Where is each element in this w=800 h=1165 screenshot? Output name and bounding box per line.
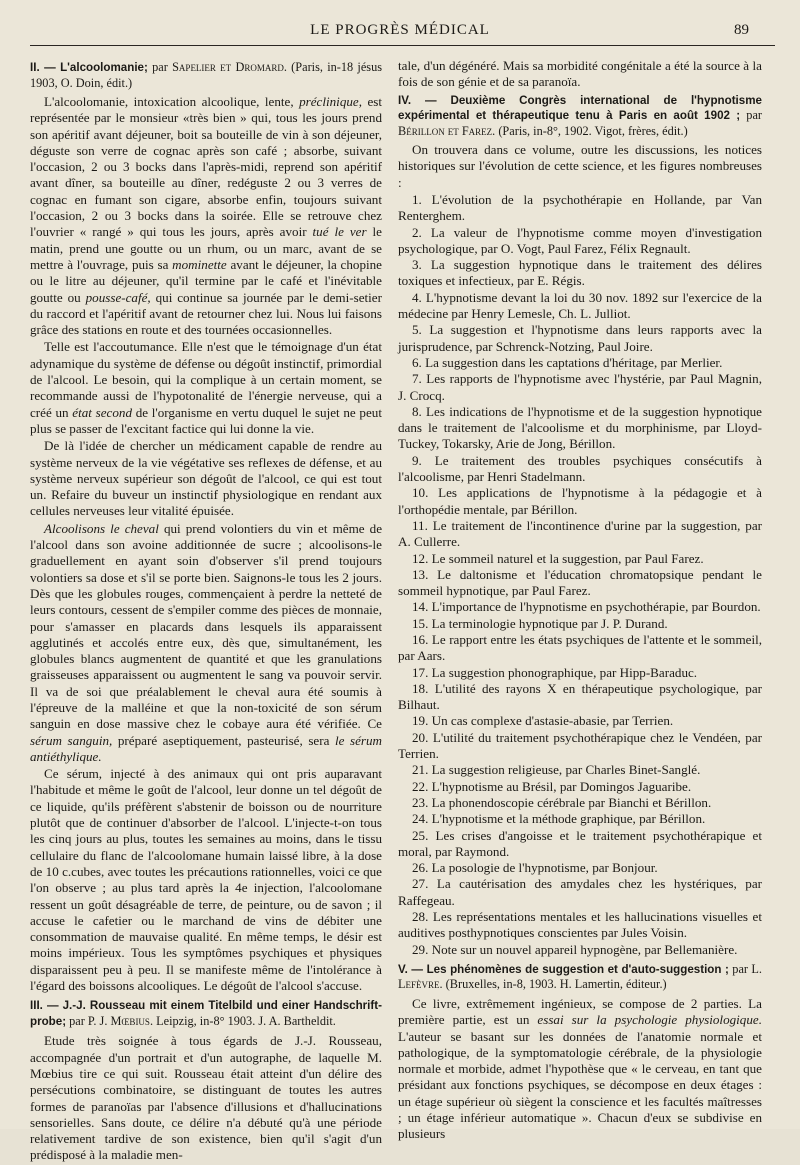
list-item: 12. Le sommeil naturel et la suggestion, par Paul Farez. (412, 550, 704, 566)
list-item: 20. L'utilité du traitement psychothérapique chez le Vendéen, par Terrien. (398, 729, 762, 762)
section-heading-iv: IV. — Deuxième Congrès international de l'hypnotisme expérimental et thérapeutique tenu à Paris en août 1902 ; par Bérillon et Farez. (Paris, in-8°, 1902. Vigot, frères, édit.) (398, 93, 762, 138)
list-item: 29. Note sur un nouvel appareil hypnogène, par Bellemanière. (412, 941, 738, 957)
paragraph: Etude très soignée à tous égards de J.-J. Rousseau, accompagnée d'un portrait et d'un autographe, de laquelle M. Mœbius tire ce qui suit. Rousseau était atteint d'un délire des persécutions combinatoire, se distinguant de toutes les autres formes de paranoïas par l'absence d'illusions et d'hallucinations sensorielles. Sans doute, ce délire n'a débuté qu'à une période relativement tardive de son existence, bien qu'il s'agit d'un prédisposé à la maladie men- (30, 1033, 382, 1163)
list-item: 19. Un cas complexe d'astasie-abasie, par Terrien. (412, 713, 674, 729)
section-heading-ii: II. — L'alcoolomanie; par Sapelier et Dromard. (Paris, in-18 jésus 1903, O. Doin, édit.) (30, 60, 382, 90)
list-item: 24. L'hypnotisme et la méthode graphique, par Bérillon. (412, 811, 706, 827)
list-item: 27. La cautérisation des amydales chez les hystériques, par Raffegeau. (398, 876, 762, 908)
list-item: 1. L'évolution de la psychothérapie en Hollande, par Van Renterghem. (398, 191, 762, 224)
left-column (30, 58, 382, 1165)
list-item: 10. Les applications de l'hypnotisme à la pédagogie et à l'orthopédie mentale, par Bérillon. (398, 485, 762, 517)
section-heading-iii: III. — J.-J. Rousseau mit einem Titelbild und einer Handschrift-probe; par P. J. Mœbius. Leipzig, in-8° 1903. J. A. Bartheldit. (30, 999, 382, 1028)
paragraph: Alcoolisons le cheval qui prend volontiers du vin et même de l'alcool dans son avoine additionnée de sucre ; alcoolisons-le graduellement en ayant soin d'observer s'il prend toujours volontiers sa dose et s'il se porte bien. Saignons-le tous les 2 jours. Dès que les globules rouges, commençaient à perdre la netteté de leurs contours, cessent de s'empiler comme des pièces de monnaie, pour s'amasser en placards dans lesquels ils apparaissent agglutinés et accolés entre eux, dès que, simultanément, les globules blancs augmentent de quantité et que les granulations graisseuses apparaissent ou augmentent le sang va pouvoir servir. Il va de soi que préalablement le cheval aura été soumis à l'épreuve de la malléine et que la non-toxicité de son sérum sanguin en dose massive chez le cobaye aura été vérifiée. Ce sérum sanguin, préparé aseptiquement, pasteurisé, sera le sérum antiéthylique. (30, 520, 383, 764)
list-item: 7. Les rapports de l'hypnotisme avec l'hystérie, par Paul Magnin, J. Crocq. (398, 371, 762, 403)
right-column (398, 58, 762, 1144)
paragraph: tale, d'un dégénéré. Mais sa morbidité congénitale a été la source à la fois de son génie et de sa paranoïa. (398, 58, 762, 90)
list-item: 2. La valeur de l'hypnotisme comme moyen d'investigation psychologique, par O. Vogt, Paul Farez, Félix Regnault. (398, 224, 762, 256)
list-item: 13. Le daltonisme et l'éducation chromatopsique pendant le sommeil hypnotique, par Paul Farez. (398, 566, 762, 599)
paragraph: Ce sérum, injecté à des animaux qui ont pris auparavant l'habitude et même le goût de l'alcool, leur donne un tel dégoût de ce liquide, qu'ils préfèrent s'abstenir de boisson ou de nourriture plutôt que de continuer d'absorber de l'alcool. L'injecte-t-on tous les cinq jours au plus, toutes les semaines au moins, dans le tissu cellulaire du flanc de l'alcoolomane humain laissé libre, à la dose de 10 c.cubes, avec toutes les précautions rationnelles, voici ce que l'on observe ; au plus tard après la 4e injection, l'alcoolomane ressent un goût désagréable de terre, de peinture, ou de savon ; il accuse le cafetier ou le marchand de vins de débiter une consommation de mauvaise qualité. En même temps, le désir est moins impérieux. Tous les symptômes psychiques et physiques disparaissent peu à peu. Il se manifeste même de l'intolérance à l'égard des boissons alcooliques. Le dégoût de l'alcool s'accuse. (30, 766, 382, 994)
paragraph: Telle est l'accoutumance. Elle n'est que le témoignage d'un état adynamique du système de défense ou dégoût instinctif, primordial de l'alcool. Le besoin, qui la complique à un certain moment, se recommande aussi de l'hypotonalité de l'énergie nerveuse, qui a créé un état second de l'organisme en vertu duquel le sujet ne peut plus se passer de l'excitant factice qui lui donne la vie. (30, 339, 382, 436)
list-item: 8. Les indications de l'hypnotisme et de la suggestion hypnotique dans le traitement de l'alcoolisme et du morphinisme, par Lloyd-Tuckey, Tokarsky, Arie de Jong, Bérillon. (398, 403, 762, 452)
list-item: 26. La posologie de l'hypnotisme, par Bonjour. (412, 860, 658, 876)
list-item: 15. La terminologie hypnotique par J. P. Durand. (412, 615, 668, 631)
page-number: 89 (734, 22, 749, 38)
header-rule (30, 45, 775, 46)
list-item: 28. Les représentations mentales et les hallucinations visuelles et auditives posthypnotiques conscientes par Jules Voisin. (398, 909, 762, 941)
paragraph: De là l'idée de chercher un médicament capable de rendre au système nerveux de la vie végétative ses reflexes de défense, et au système nerveux supérieur son dégoût de l'alcool, ce qui est tout un. Refaire du buveur un instinctif physiologique en rendant aux cellules nerveuses leur vitalité épuisée. (30, 438, 382, 519)
congress-papers-list (398, 192, 762, 958)
list-item: 14. L'importance de l'hypnotisme en psychothérapie, par Bourdon. (412, 599, 761, 615)
list-item: 4. L'hypnotisme devant la loi du 30 nov. 1892 sur l'exercice de la médecine par Henry Lemesle, Ch. L. Julliot. (398, 289, 762, 322)
running-title: LE PROGRÈS MÉDICAL (310, 22, 490, 38)
list-item: 21. La suggestion religieuse, par Charles Binet-Sanglé. (412, 762, 701, 778)
section-heading-v: V. — Les phénomènes de suggestion et d'auto-suggestion ; par L. Lefèvre. (Bruxelles, in-8, 1903. H. Lamertin, éditeur.) (398, 961, 762, 992)
list-item: 5. La suggestion et l'hypnotisme dans leurs rapports avec la jurisprudence, par Schrenck-Notzing, Paul Joire. (398, 322, 762, 354)
list-item: 11. Le traitement de l'incontinence d'urine par la suggestion, par A. Cullerre. (398, 517, 762, 550)
list-item: 25. Les crises d'angoisse et le traitement psychothérapique et moral, par Raymond. (398, 827, 762, 859)
list-item: 3. La suggestion hypnotique dans le traitement des délires toxiques et infectieux, par E. Régis. (398, 257, 762, 289)
list-item: 16. Le rapport entre les états psychiques de l'attente et le sommeil, par Aars. (398, 632, 762, 664)
list-item: 22. L'hypnotisme au Brésil, par Domingos Jaguaribe. (412, 778, 692, 794)
paragraph: On trouvera dans ce volume, outre les discussions, les notices historiques sur l'évolution de cette science, et les figures nombreuses : (398, 142, 762, 190)
list-item: 23. La phonendoscopie cérébrale par Bianchi et Bérillon. (412, 794, 712, 810)
list-item: 9. Le traitement des troubles psychiques consécutifs à l'alcoolisme, par Henri Stadelmann. (398, 452, 762, 485)
list-item: 18. L'utilité des rayons X en thérapeutique psychologique, par Bilhaut. (398, 680, 762, 713)
list-item: 17. La suggestion phonographique, par Hipp-Baraduc. (412, 664, 698, 680)
paragraph: Ce livre, extrêmement ingénieux, se compose de 2 parties. La première partie, est un essai sur la psychologie physiologique. L'auteur se basant sur les données de l'anatomie normale et pathologique, de la symptomatologie cérébrale, de la physiologie normale et morbide, admet l'hypothèse que « le cerveau, en tant que présidant aux fonctions psychiques, se décompose en deux étages : un étage supérieur où siègent la conscience et les facultés maîtresses ; un étage inférieur automatique ». Chacun d'eux se subdivise en plusieurs (398, 995, 762, 1142)
list-item: 6. La suggestion dans les captations d'héritage, par Merlier. (412, 354, 723, 370)
paragraph: L'alcoolomanie, intoxication alcoolique, lente, préclinique, est représentée par le monsieur «très bien » qui, tous les jours prend son apéritif avant déjeuner, boit sa bouteille de vin à son déjeuner, déguste son verre de cognac après son café ; absorbe, suivant l'occasion, 2 ou 3 bocks dans l'après-midi, reprend son apéritif avant dîner, sa bouteille au dîner, redéguste 2 ou 3 verres de cognac en fumant son cigare, absorbe enfin, toujours suivant l'occasion, 2 ou 3 bocks dans la soirée. Elle se retrouve chez l'ouvrier « rangé » qui tous les jours, après avoir tué le ver le matin, prend une goutte ou un rhum, ou un marc, avant de se mettre à l'ouvrage, puis sa mominette avant le déjeuner, la chopine ou le litre au déjeuner, qu'il termine par le café et l'inévitable goutte ou pousse-café, qui continue sa journée par le demi-setier du raccord et l'apéritif avant de retourner chez lui. Nous lui faisons grâce des stations en route et des tournées occasionnelles. (30, 94, 383, 338)
